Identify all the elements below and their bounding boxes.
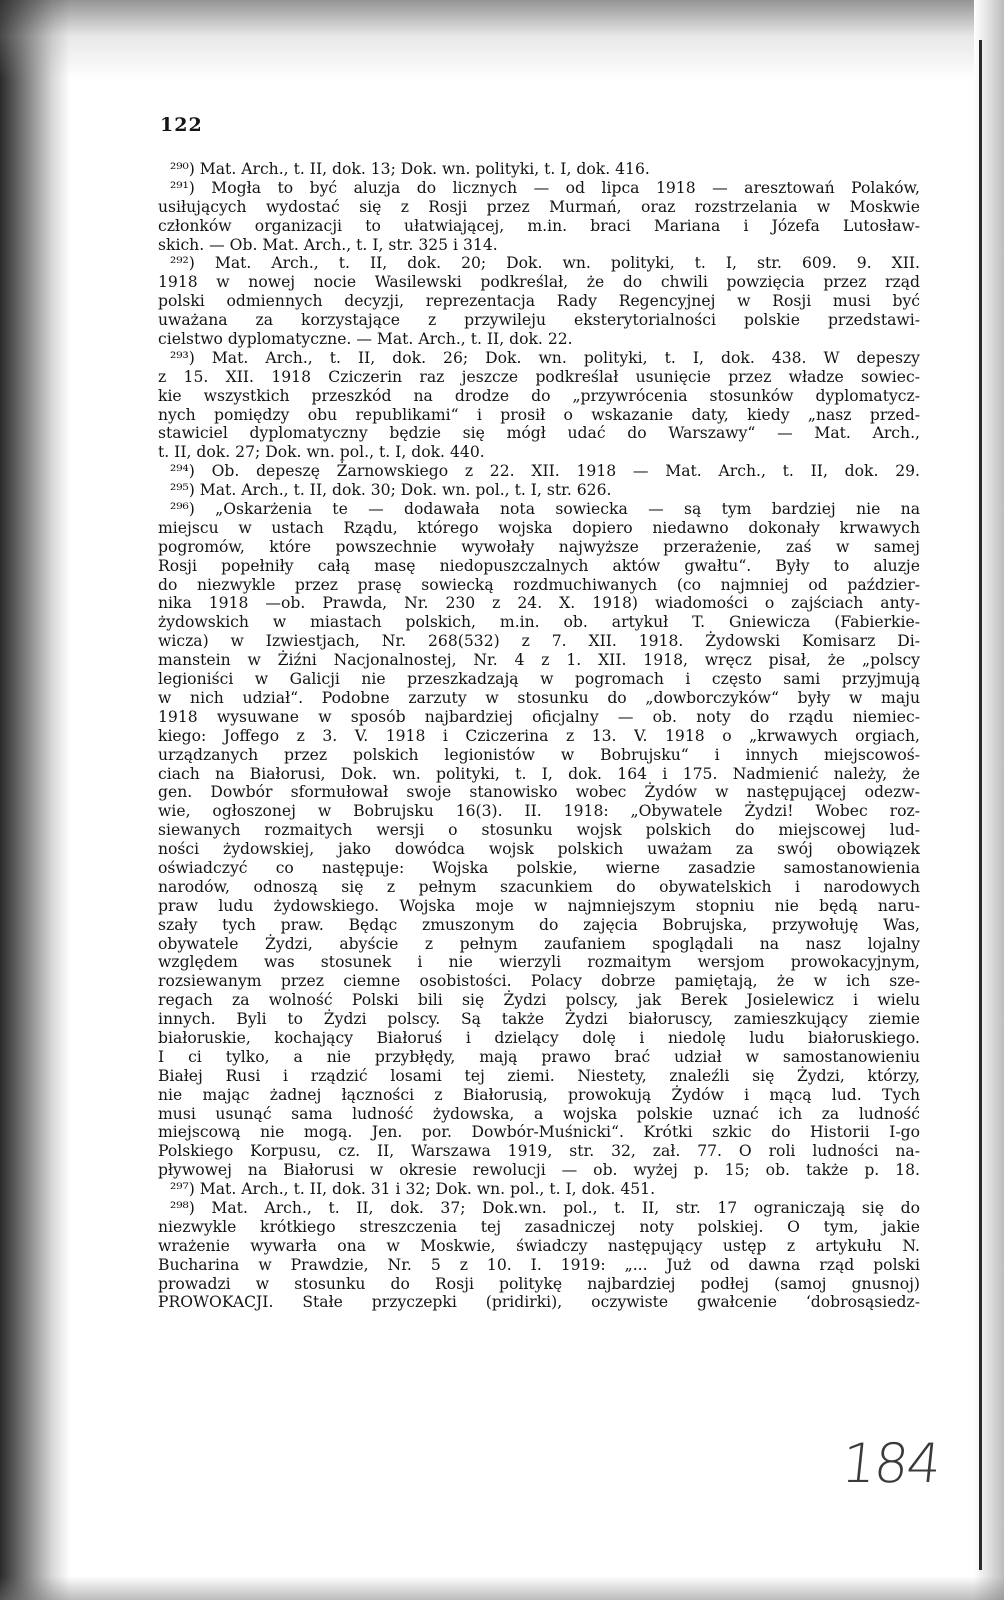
text-line: skich. — Ob. Mat. Arch., t. I, str. 325 i 314. <box>158 235 498 254</box>
text-line: nie mając żadnej łączności z Białorusią, prowokują Żydów i mącą lud. Tych <box>158 1085 920 1104</box>
text-line: pogromów, które powszechnie wywołały najwyższe przerażenie, zaś w samej <box>158 537 920 556</box>
text-line: legioniści w Galicji nie przeszkadzają w pogromach i często sami przyjmują <box>158 670 920 689</box>
text-line: pływowej na Białorusi w okresie rewolucji — ob. wyżej p. 15; ob. także p. 18. <box>158 1161 920 1180</box>
text-line: w nich udział“. Podobne zarzuty w stosunku do „dowborczyków“ były w maju <box>158 688 920 707</box>
text-line: usiłujących wydostać się z Rosji przez Murmań, oraz rozstrzelania w Moskwie <box>158 197 920 216</box>
text-line: wrażenie wywarła ona w Moskwie, świadczy następujący ustęp z artykułu N. <box>158 1236 920 1255</box>
text-line: wicza) w Izwiestjach, Nr. 268(532) z 7. XII. 1918. Żydowski Komisarz Di- <box>158 632 920 651</box>
text-line: miejscu w ustach Rządu, którego wojska dopiero niedawno dokonały krwawych <box>158 518 920 537</box>
text-line: stawiciel dyplomatyczny będzie się mógł udać do Warszawy“ — Mat. Arch., <box>158 424 920 443</box>
footnotes-block <box>158 160 920 1312</box>
text-line: kie wszystkich przeszkód na drodze do „przywrócenia stosunków dyplomatycz- <box>158 386 920 405</box>
handwritten-page-number: 184 <box>838 1432 943 1495</box>
scan-top-shadow <box>0 0 1004 80</box>
text-line: Polskiego Korpusu, cz. II, Warszawa 1919, str. 32, zał. 77. O roli ludności na- <box>158 1142 920 1161</box>
text-line: urządzanych przez polskich legionistów w Bobrujsku“ i innych miejscowoś- <box>158 745 920 764</box>
text-line: I ci tylko, a nie przybłędy, mają prawo brać udział w samostanowieniu <box>158 1047 920 1066</box>
text-line: Białej Rusi i rządzić losami tej ziemi. Niestety, znaleźli się Żydzi, którzy, <box>158 1066 920 1085</box>
text-line: oświadczyć co następuje: Wojska polskie, wierne zasadzie samostanowienia <box>158 858 920 877</box>
text-line: polski odmiennych decyzji, reprezentacja Rady Regencyjnej w Rosji musi być <box>158 292 920 311</box>
text-line: ²⁹⁵) Mat. Arch., t. II, dok. 30; Dok. wn. pol., t. I, str. 626. <box>170 481 612 500</box>
text-line: miejscową nie mogą. Jen. por. Dowbór-Muśnicki“. Krótki szkic do Historii I-go <box>158 1123 920 1142</box>
text-line: nych pomiędzy obu republikami“ i prosił o wskazanie daty, kiedy „nasz przed- <box>158 405 920 424</box>
text-line: wie, ogłoszonej w Bobrujsku 16(3). II. 1918: „Obywatele Żydzi! Wobec roz- <box>158 802 920 821</box>
text-line: regach za wolność Polski bili się Żydzi polscy, jak Berek Josielewicz i wielu <box>158 991 920 1010</box>
text-line: manstein w Żiźni Nacjonalnostej, Nr. 4 z 1. XII. 1918, wręcz pisał, że „polscy <box>158 651 920 670</box>
text-line: ²⁹⁰) Mat. Arch., t. II, dok. 13; Dok. wn. polityki, t. I, dok. 416. <box>170 160 650 178</box>
text-line: nika 1918 —ob. Prawda, Nr. 230 z 24. X. 1918) wiadomości o zajściach anty- <box>158 594 920 613</box>
scan-left-shadow <box>0 0 70 1600</box>
text-line: praw ludu żydowskiego. Wojska moje w najmniejszym stopniu nie będą naru- <box>158 896 920 915</box>
text-line: PROWOKACJI. Stałe przyczepki (pridirki), oczywiste gwałcenie ‘dobrosąsiedz- <box>158 1293 920 1312</box>
text-line: Rosji popełniły całą masę niedopuszczalnych aktów gwałtu“. Były to aluzje <box>158 556 920 575</box>
page-number: 122 <box>160 114 203 136</box>
text-line: ²⁹⁸) Mat. Arch., t. II, dok. 37; Dok.wn. pol., t. II, str. 17 ograniczają się do <box>170 1198 920 1217</box>
scan-bottom-shadow <box>0 1576 1004 1600</box>
scan-binding-line <box>979 40 982 1570</box>
text-line: białoruskie, kochający Białoruś i dzielący dolę i niedolę ludu białoruskiego. <box>158 1028 920 1047</box>
text-line: cielstwo dyplomatyczne. — Mat. Arch., t. II, dok. 22. <box>158 330 573 349</box>
text-line: szały tych praw. Będąc zmuszonym do zajęcia Bobrujska, przywołuję Was, <box>158 915 920 934</box>
text-line: gen. Dowbór sformułował swoje stanowisko wobec Żydów w następującej odezw- <box>158 783 920 802</box>
text-line: narodów, odnoszą się z pełnym szacunkiem do obywatelskich i narodowych <box>158 877 920 896</box>
text-line: rozsiewanym przez ciemne osobistości. Polacy dobrze pamiętają, że w ich sze- <box>158 972 920 991</box>
text-line: obywatele Żydzi, abyście z pełnym zaufaniem spoglądali na nasz lojalny <box>158 934 920 953</box>
text-line: z 15. XII. 1918 Cziczerin raz jeszcze podkreślał usunięcie przez władze sowiec- <box>158 367 920 386</box>
text-line: uważana za korzystające z przywileju eksterytorialności polskie przedstawi- <box>158 311 920 330</box>
text-line: 1918 wysuwane w sposób najbardziej oficjalny — ob. noty do rządu niemiec- <box>158 707 920 726</box>
text-line: członków organizacji to ułatwiającej, m.in. braci Mariana i Józefa Lutosław- <box>158 216 920 235</box>
text-line: ²⁹¹) Mogła to być aluzja do licznych — od lipca 1918 — aresztowań Polaków, <box>170 178 920 197</box>
text-line: ²⁹⁷) Mat. Arch., t. II, dok. 31 i 32; Dok. wn. pol., t. I, dok. 451. <box>170 1180 656 1199</box>
text-line: żydowskich w miastach polskich, m.in. ob. artykuł T. Gniewicza (Fabierkie- <box>158 613 920 632</box>
text-line: ²⁹⁴) Ob. depeszę Żarnowskiego z 22. XII. 1918 — Mat. Arch., t. II, dok. 29. <box>170 462 920 481</box>
text-line: t. II, dok. 27; Dok. wn. pol., t. I, dok. 440. <box>158 443 485 462</box>
text-line: prowadzi w stosunku do Rosji politykę najbardziej podłej (samoj gnusnoj) <box>158 1274 920 1293</box>
text-line: Bucharina w Prawdzie, Nr. 5 z 10. I. 1919: „... Już od dawna rząd polski <box>158 1255 920 1274</box>
text-line: siewanych rozmaitych wersji o stosunku wojsk polskich do miejscowej lud- <box>158 821 920 840</box>
text-line: 1918 w nowej nocie Wasilewski podkreślał, że do chwili powzięcia przez rząd <box>158 273 920 292</box>
text-line: względem was stosunek i nie wierzyli rozmaitym wersjom prowokacyjnym, <box>158 953 920 972</box>
text-line: ²⁹²) Mat. Arch., t. II, dok. 20; Dok. wn. polityki, t. I, str. 609. 9. XII. <box>170 254 920 273</box>
text-line: do niezwykle przez prasę sowiecką rozdmuchiwanych (co najmniej od paździer- <box>158 575 920 594</box>
text-line: ²⁹³) Mat. Arch., t. II, dok. 26; Dok. wn. polityki, t. I, dok. 438. W depeszy <box>170 348 920 367</box>
text-line: niezwykle krótkiego streszczenia tej zasadniczej noty polskiej. O tym, jakie <box>158 1217 920 1236</box>
text-line: innych. Byli to Żydzi polscy. Są także Żydzi białoruscy, zamieszkujący ziemie <box>158 1010 920 1029</box>
text-line: ności żydowskiej, jako dowódca wojsk polskich uważam za swój obowiązek <box>158 840 920 859</box>
text-line: ²⁹⁶) „Oskarżenia te — dodawała nota sowiecka — są tym bardziej nie na <box>170 500 920 519</box>
text-line: ciach na Białorusi, Dok. wn. polityki, t. I, dok. 164 i 175. Nadmienić należy, że <box>158 764 920 783</box>
text-line: musi usunąć sama ludność żydowska, a wojska polskie uznać ich za ludność <box>158 1104 920 1123</box>
text-line: kiego: Joffego z 3. V. 1918 i Cziczerina z 13. V. 1918 o „krwawych orgiach, <box>158 726 920 745</box>
